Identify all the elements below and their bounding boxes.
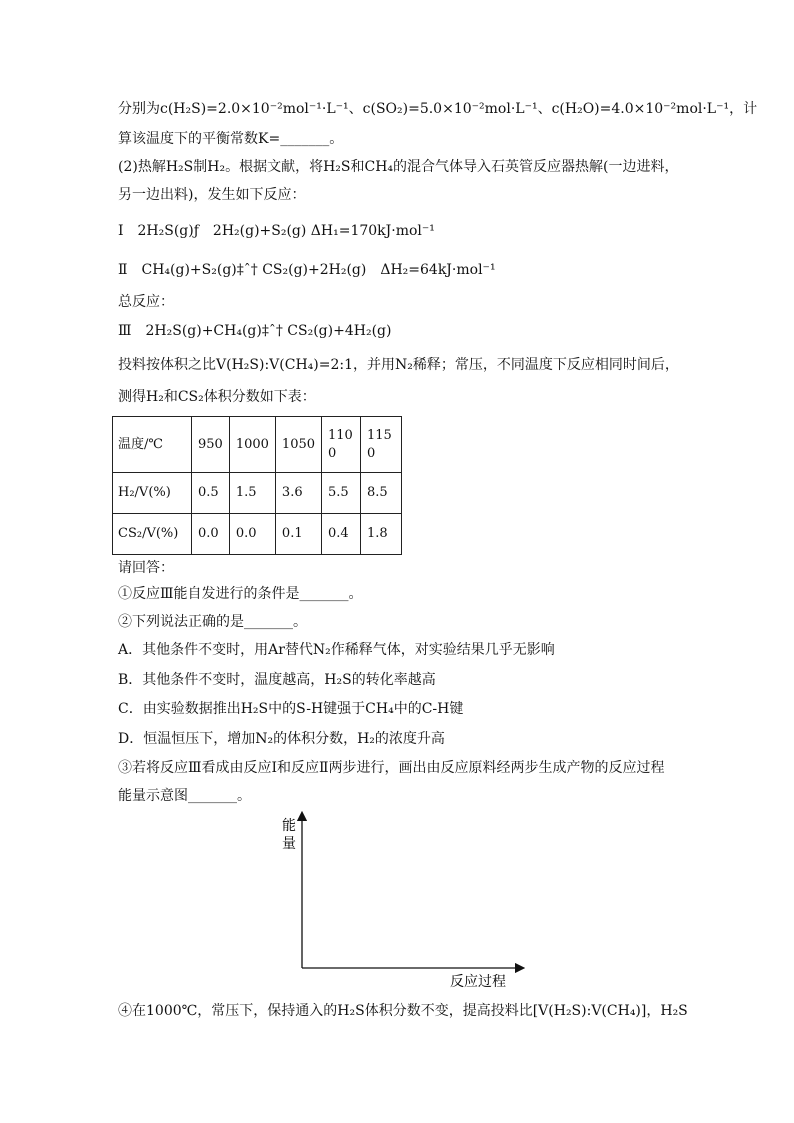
table-intro-line: 测得H₂和CS₂体积分数如下表： — [118, 389, 316, 405]
question-2: ②下列说法正确的是_______。 — [118, 614, 307, 630]
option-b: B．其他条件不变时，温度越高，H₂S的转化率越高 — [118, 672, 436, 688]
table-cell: 1000 — [229, 417, 275, 473]
part2-intro-line: (2)热解H₂S制H₂。根据文献，将H₂S和CH₄的混合气体导入石英管反应器热解(一边进料， — [118, 159, 679, 175]
table-cell: 3.6 — [275, 473, 321, 514]
question-4: ④在1000℃，常压下，保持通入的H₂S体积分数不变，提高投料比[V(H₂S):V(CH₄)]，H₂S — [118, 1003, 688, 1019]
y-axis-label: 能 — [282, 818, 296, 834]
question-1: ①反应Ⅲ能自发进行的条件是_______。 — [118, 586, 363, 602]
table-cell: 5.5 — [322, 473, 361, 514]
reaction-2: Ⅱ CH₄(g)+S₂(g)‡ˆ† CS₂(g)+2H₂(g) ΔH₂=64kJ·mol⁻¹ — [118, 262, 496, 278]
part2-intro-cont: 另一边出料)，发生如下反应： — [118, 187, 306, 203]
table-cell: 0.1 — [275, 514, 321, 555]
reaction-1: Ⅰ 2H₂S(g)ƒ 2H₂(g)+S₂(g) ΔH₁=170kJ·mol⁻¹ — [118, 223, 435, 239]
concentration-line: 分别为c(H₂S)=2.0×10⁻²mol⁻¹·L⁻¹、c(SO₂)=5.0×10⁻²mol·L⁻¹、c(H₂O)=4.0×10⁻²mol·L⁻¹，计 — [118, 101, 758, 117]
table-cell: 0.0 — [229, 514, 275, 555]
x-axis-label: 反应过程 — [450, 974, 506, 990]
table-cell: 1.8 — [361, 514, 402, 555]
table-cell: 115 0 — [361, 417, 402, 473]
table-cell: 950 — [192, 417, 230, 473]
table-row — [113, 417, 402, 473]
reaction-3: Ⅲ 2H₂S(g)+CH₄(g)‡ˆ† CS₂(g)+4H₂(g) — [118, 323, 392, 339]
table-cell: 110 0 — [322, 417, 361, 473]
table-row — [113, 473, 402, 514]
table-cell: 8.5 — [361, 473, 402, 514]
table-cell: CS₂/V(%) — [113, 514, 192, 555]
overall-reaction-label: 总反应： — [118, 294, 174, 310]
question-3: ③若将反应Ⅲ看成由反应Ⅰ和反应Ⅱ两步进行，画出由反应原料经两步生成产物的反应过程 — [118, 760, 665, 776]
table-cell: 0.5 — [192, 473, 230, 514]
option-a: A．其他条件不变时，用Ar替代N₂作稀释气体，对实验结果几乎无影响 — [118, 642, 555, 658]
data-table — [112, 416, 402, 555]
question-3-cont: 能量示意图_______。 — [118, 788, 251, 804]
table-cell: H₂/V(%) — [113, 473, 192, 514]
option-d: D．恒温恒压下，增加N₂的体积分数，H₂的浓度升高 — [118, 731, 445, 747]
table-row — [113, 514, 402, 555]
answer-prompt: 请回答： — [118, 560, 174, 576]
table-cell: 0.4 — [322, 514, 361, 555]
table-cell: 温度/℃ — [113, 417, 192, 473]
energy-diagram-axes — [270, 808, 530, 998]
table-cell: 1050 — [275, 417, 321, 473]
y-axis-label: 量 — [282, 836, 296, 852]
table-cell: 1.5 — [229, 473, 275, 514]
table-cell: 0.0 — [192, 514, 230, 555]
option-c: C．由实验数据推出H₂S中的S-H键强于CH₄中的C-H键 — [118, 701, 464, 717]
feed-ratio-line: 投料按体积之比V(H₂S):V(CH₄)=2:1，并用N₂稀释；常压，不同温度下反应相同时间后， — [118, 357, 679, 373]
equilibrium-constant-line: 算该温度下的平衡常数K=_______。 — [118, 131, 344, 147]
